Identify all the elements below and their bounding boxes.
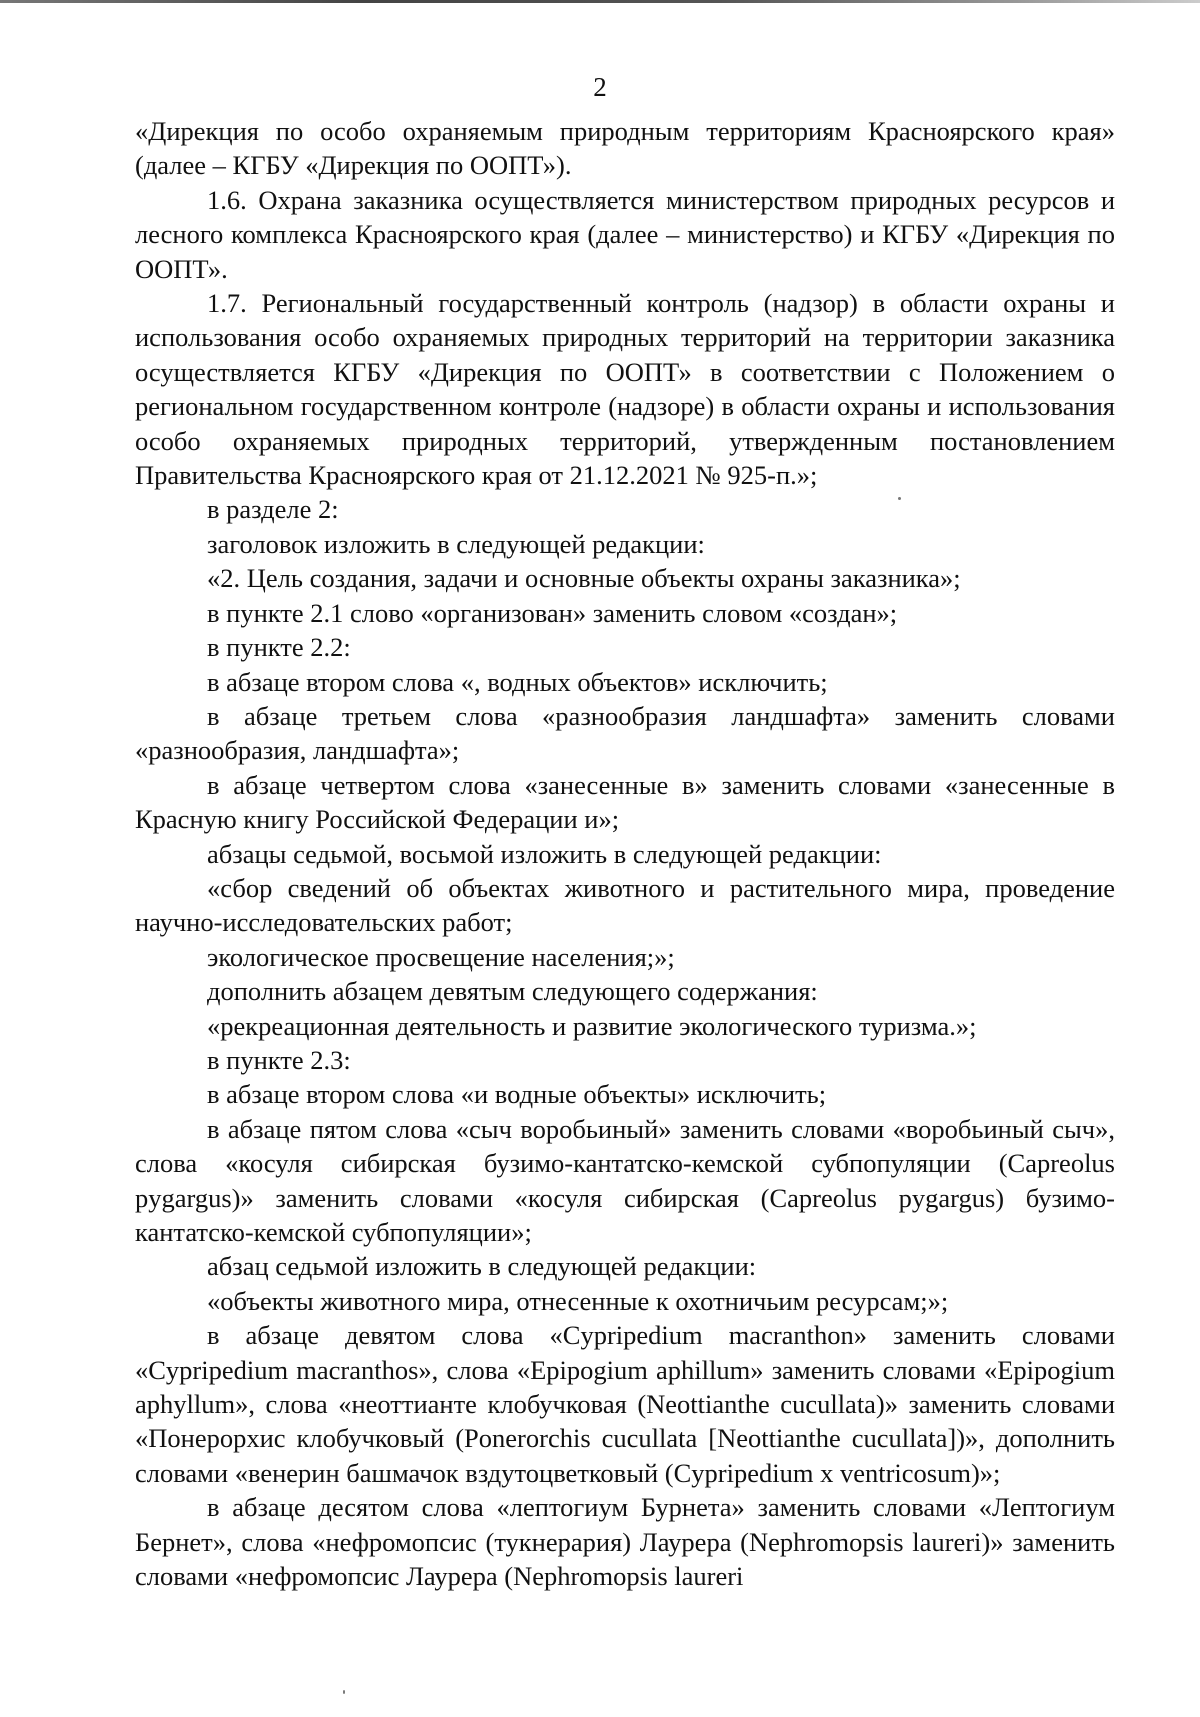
paragraph: в абзаце десятом слова «лептогиум Бурнета» заменить словами «Лептогиум Бернет», слова «нефромопсис (тукнерария) Лаурера (Nephromopsis laureri)» заменить словами «нефромопсис Лаурера (Nephromopsis laureri (135, 1492, 1115, 1592)
paragraph: в пункте 2.3: (207, 1044, 351, 1075)
paragraph: «объекты животного мира, отнесенные к охотничьим ресурсам;»; (207, 1285, 949, 1316)
page-number: 2 (593, 72, 607, 102)
paragraph: абзац седьмой изложить в следующей редакции: (207, 1251, 757, 1282)
paragraph: дополнить абзацем девятым следующего содержания: (207, 976, 818, 1007)
paragraph: абзацы седьмой, восьмой изложить в следующей редакции: (207, 838, 882, 869)
paragraph: в разделе 2: (207, 494, 339, 525)
paragraph: экологическое просвещение населения;»; (207, 941, 675, 972)
paragraph: в пункте 2.1 слово «организован» заменить словом «создан»; (207, 597, 898, 628)
paragraph: в абзаце пятом слова «сыч воробьиный» заменить словами «воробьиный сыч», слова «косуля сибирская бузимо-кантатско-кемской субпопуляции (Capreolus pygargus)» заменить словами «косуля сибирская (Capreolus pygargus) бузимо-кантатско-кемской субпопуляции»; (135, 1113, 1115, 1247)
paragraph: заголовок изложить в следующей редакции: (207, 528, 705, 559)
document-body (135, 114, 1115, 1593)
paragraph: «Дирекция по особо охраняемым природным территориям Красноярского края» (далее – КГБУ «Дирекция по ООПТ»). (135, 116, 1115, 181)
paragraph: «сбор сведений об объектах животного и растительного мира, проведение научно-исследовательских работ; (135, 872, 1115, 938)
paragraph: в пункте 2.2: (207, 632, 351, 663)
scan-speck (343, 1690, 345, 1694)
scan-edge-line (0, 0, 1200, 3)
paragraph: 1.7. Региональный государственный контроль (надзор) в области охраны и использования особо охраняемых природных территорий на территории заказника осуществляется КГБУ «Дирекция по ООПТ» в соответствии с Положением о региональном государственном контроле (надзоре) в области охраны и использования особо охраняемых природных территорий, утвержденным постановлением Правительства Красноярского края от 21.12.2021 № 925-п.»; (135, 288, 1115, 491)
paragraph: в абзаце втором слова «и водные объекты» исключить; (207, 1079, 827, 1110)
paragraph: в абзаце четвертом слова «занесенные в» заменить словами «занесенные в Красную книгу Российской Федерации и»; (135, 769, 1115, 835)
paragraph: в абзаце девятом слова «Cypripedium macranthon» заменить словами «Cypripedium macranthos», слова «Epipogium aphillum» заменить словами «Epipogium aphyllum», слова «неоттианте клобучковая (Neottianthe cucullata)» заменить словами «Понерорхис клобучковый (Ponerorchis cucullata [Neottianthe cucullata])», дополнить словами «венерин башмачок вздутоцветковый (Cypripedium x ventricosum)»; (135, 1320, 1115, 1488)
paragraph: «рекреационная деятельность и развитие экологического туризма.»; (207, 1010, 977, 1041)
paragraph: 1.6. Охрана заказника осуществляется министерством природных ресурсов и лесного комплекса Красноярского края (далее – министерство) и КГБУ «Дирекция по ООПТ». (135, 184, 1115, 284)
paragraph: «2. Цель создания, задачи и основные объекты охраны заказника»; (207, 563, 961, 594)
paragraph: в абзаце третьем слова «разнообразия ландшафта» заменить словами «разнообразия, ландшафта»; (135, 700, 1115, 766)
paragraph: в абзаце втором слова «, водных объектов» исключить; (207, 666, 828, 697)
scan-speck (898, 497, 901, 500)
